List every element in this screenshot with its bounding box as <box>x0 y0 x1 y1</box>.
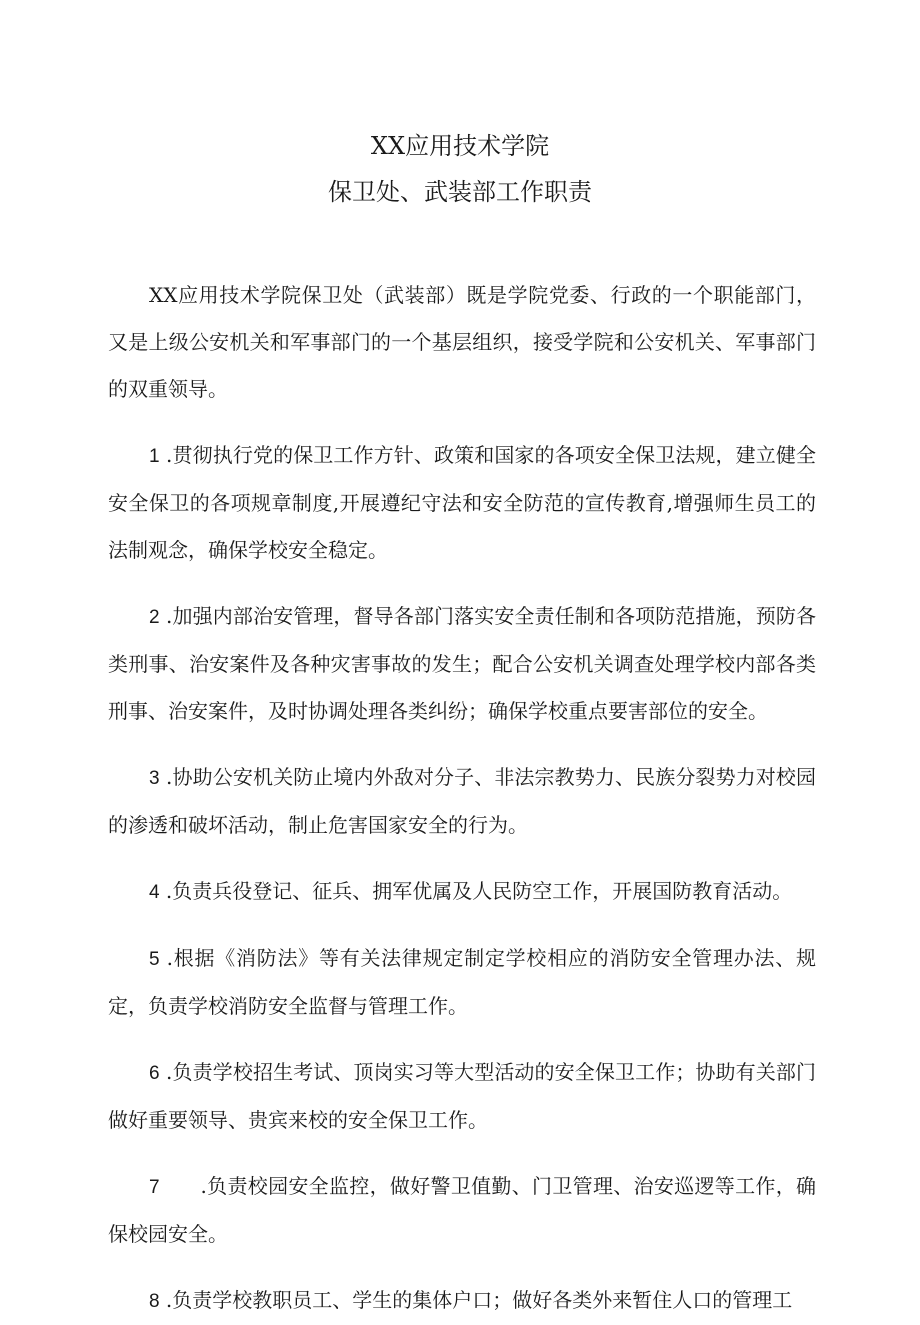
item-number: 4 <box>149 882 160 903</box>
item-text: .贯彻执行党的保卫工作方针、政策和国家的各项安全保卫法规，建立健全安全保卫的各项规章制度,开展遵纪守法和安全防范的宣传教育,增强师生员工的法制观念，确保学校安全稳定。 <box>108 443 816 562</box>
item-number: 5 <box>149 949 160 970</box>
item-number: 8 <box>149 1291 160 1312</box>
list-item <box>108 1049 816 1144</box>
document-title-line1: XX应用技术学院 <box>370 132 550 160</box>
item-number: 3 <box>149 768 160 789</box>
item-text: .根据《消防法》等有关法律规定制定学校相应的消防安全管理办法、规定，负责学校消防安全监督与管理工作。 <box>108 946 816 1018</box>
intro-paragraph: XX应用技术学院保卫处（武装部）既是学院党委、行政的一个职能部门，又是上级公安机关和军事部门的一个基层组织，接受学院和公安机关、军事部门的双重领导。 <box>108 283 816 401</box>
item-number: 2 <box>149 607 160 628</box>
list-item <box>108 593 816 735</box>
list-item <box>108 432 816 574</box>
document-body <box>108 272 816 1325</box>
list-item <box>108 754 816 849</box>
list-item <box>108 1163 816 1258</box>
item-text: .加强内部治安管理，督导各部门落实安全责任制和各项防范措施，预防各类刑事、治安案件及各种灾害事故的发生；配合公安机关调查处理学校内部各类刑事、治安案件，及时协调处理各类纠纷；确保学校重点要害部位的安全。 <box>108 604 816 723</box>
item-number: 6 <box>149 1063 160 1084</box>
list-item <box>108 935 816 1030</box>
list-item <box>108 868 816 916</box>
item-text: .负责兵役登记、征兵、拥军优属及人民防空工作，开展国防教育活动。 <box>159 879 793 903</box>
item-text: .负责学校教职员工、学生的集体户口；做好各类外来暂住人口的管理工 <box>159 1288 793 1312</box>
list-item <box>108 1277 816 1325</box>
item-text: .负责校园安全监控，做好警卫值勤、门卫管理、治安巡逻等工作，确保校园安全。 <box>108 1174 816 1246</box>
item-text: .协助公安机关防止境内外敌对分子、非法宗教势力、民族分裂势力对校园的渗透和破坏活动，制止危害国家安全的行为。 <box>108 765 816 837</box>
item-number: 7 <box>149 1177 160 1198</box>
item-number: 1 <box>149 446 160 467</box>
document-title-line2: 保卫处、武装部工作职责 <box>328 178 592 206</box>
item-text: .负责学校招生考试、顶岗实习等大型活动的安全保卫工作；协助有关部门做好重要领导、贵宾来校的安全保卫工作。 <box>108 1060 816 1132</box>
